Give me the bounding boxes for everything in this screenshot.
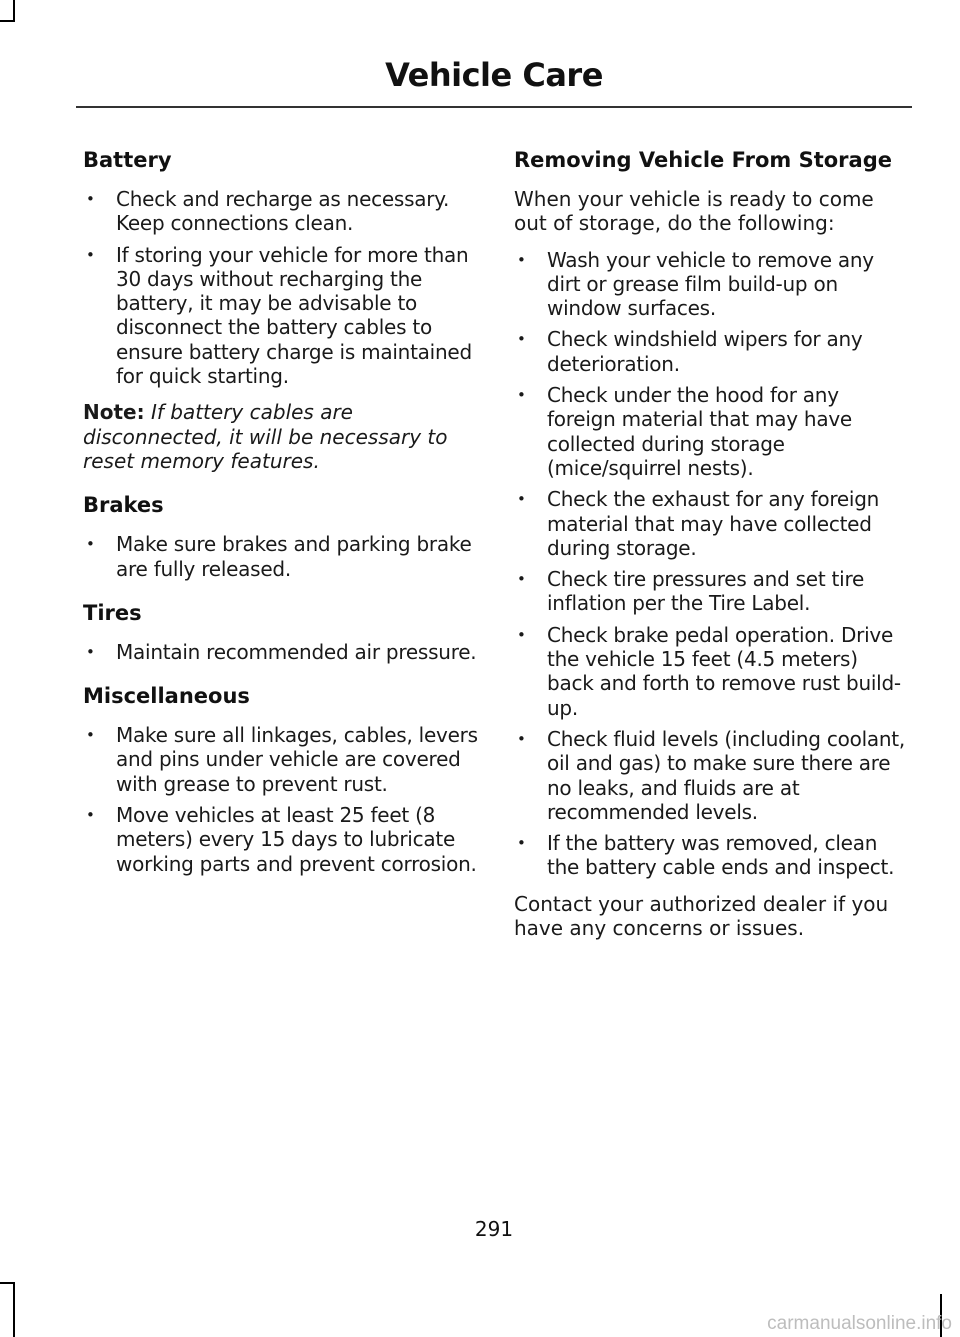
closing-paragraph: Contact your authorized dealer if you have any concerns or issues.: [514, 891, 889, 941]
brakes-list: [83, 532, 478, 581]
list-item: • Make sure all linkages, cables, levers and pins under vehicle are covered with grease to prevent rust.: [83, 723, 478, 796]
left-column: [83, 148, 478, 888]
list-item: • Wash your vehicle to remove any dirt or grease film build-up on window surfaces.: [514, 248, 910, 321]
page-number: 291: [474, 1217, 514, 1241]
note-text: If battery cables are disconnected, it will be necessary to reset memory features.: [83, 400, 448, 473]
miscellaneous-list: [83, 723, 478, 876]
removing-storage-list: [514, 248, 910, 880]
list-item: • Check and recharge as necessary. Keep connections clean.: [83, 187, 478, 236]
list-item: • Check windshield wipers for any deterioration.: [514, 327, 910, 376]
list-item: • Move vehicles at least 25 feet (8 meters) every 15 days to lubricate working parts and prevent corrosion.: [83, 803, 478, 876]
right-column: [514, 148, 910, 952]
tires-heading: Tires: [83, 600, 142, 625]
tires-list: [83, 640, 478, 664]
list-item: • Check brake pedal operation. Drive the vehicle 15 feet (4.5 meters) back and forth to remove rust build-up.: [514, 623, 910, 720]
header-divider: [76, 106, 912, 108]
crop-mark-top-left-h: [0, 20, 15, 22]
watermark: carmanualsonline.info: [767, 1313, 952, 1334]
list-item: • Check tire pressures and set tire inflation per the Tire Label.: [514, 567, 910, 616]
removing-storage-heading: Removing Vehicle From Storage: [514, 148, 892, 172]
list-item: • Check under the hood for any foreign material that may have collected during storage (mice/squirrel nests).: [514, 383, 910, 480]
brakes-heading: Brakes: [83, 493, 164, 518]
list-item: • If the battery was removed, clean the battery cable ends and inspect.: [514, 831, 910, 880]
crop-mark-bottom-left-h: [0, 1282, 15, 1284]
list-item: • Maintain recommended air pressure.: [83, 640, 478, 664]
battery-list: [83, 187, 478, 388]
battery-note: [83, 400, 478, 473]
note-label: Note:: [83, 400, 145, 425]
list-item: • Check the exhaust for any foreign material that may have collected during storage.: [514, 487, 910, 560]
battery-heading: Battery: [83, 148, 172, 172]
list-item: • Make sure brakes and parking brake are fully released.: [83, 532, 478, 581]
list-item: • If storing your vehicle for more than 30 days without recharging the battery, it may be advisable to disconnect the battery cables to ensure battery charge is maintained for quick starting.: [83, 243, 478, 389]
crop-mark-top-left-v: [13, 0, 15, 22]
removing-storage-intro: When your vehicle is ready to come out of storage, do the following:: [514, 187, 874, 236]
crop-mark-bottom-left-v: [13, 1282, 15, 1337]
miscellaneous-heading: Miscellaneous: [83, 684, 250, 709]
list-item: • Check fluid levels (including coolant, oil and gas) to make sure there are no leaks, and fluids are at recommended levels.: [514, 727, 910, 824]
page-title: Vehicle Care: [385, 56, 603, 94]
